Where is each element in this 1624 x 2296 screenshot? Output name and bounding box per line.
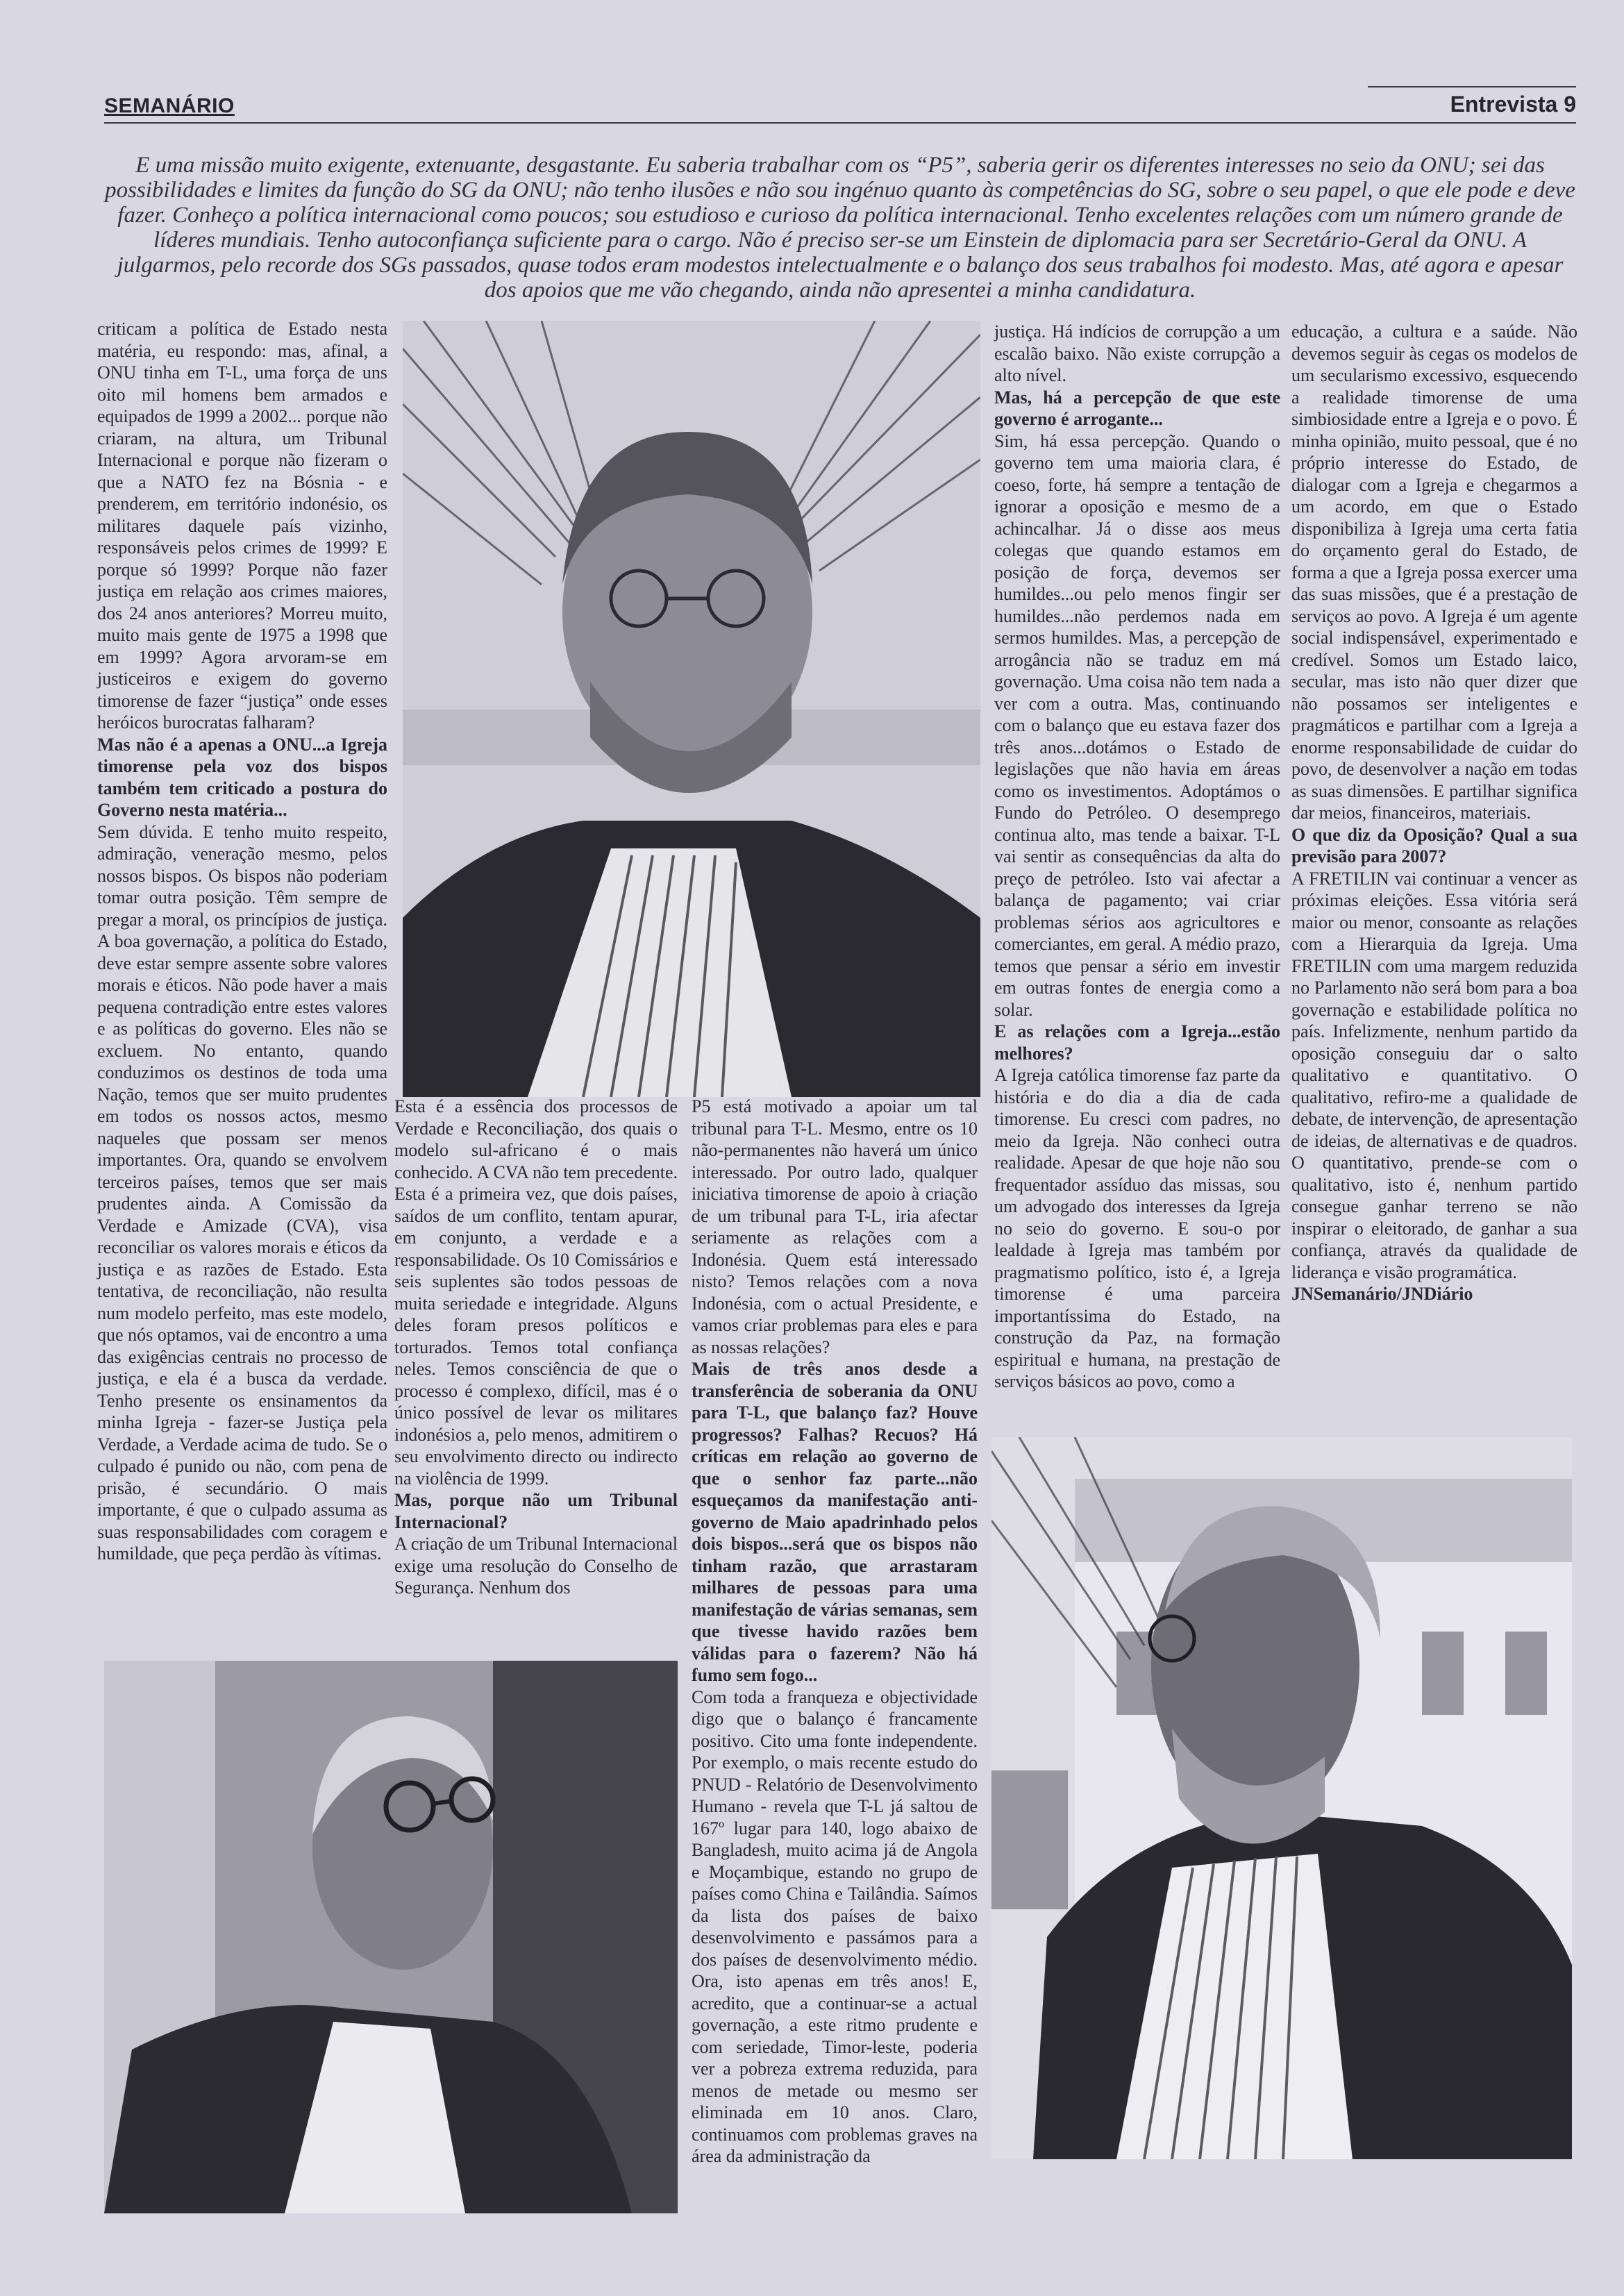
interview-question: Mais de três anos desde a transferência de soberania da ONU para T-L, que balanço faz? Houve progressos? Falhas? Recuos? Há críticas em relação ao governo de que o senhor faz parte...não esqueçamos da manifestação anti-governo de Maio apadrinhado pelos dois bispos...será que os bispos não tinham razão, que arrastaram milhares de pessoas para uma manifestação de várias semanas, sem que tivesse havido razões bem válidas para o fazerem? Não há fumo sem fogo... [692, 1359, 978, 1685]
paragraph: A FRETILIN vai continuar a vencer as próximas eleições. Essa vitória será maior ou menor, consoante as relações com a Hierarquia da Igreja. Uma FRETILIN com uma margem reduzida no Parlamento não será bom para a boa governação e estabilidade política no país. Infelizmente, nenhum partido da oposição conseguiu dar o salto qualitativo e quantitativo. O qualitativo, refiro-me a qualidade de debate, de intervenção, de apresentação de ideias, de alternativas e de quadros. O quantitativo, prende-se com o qualitativo, isto é, nenhum partido consegue ganhar terreno se não inspirar o eleitorado, de ganhar a sua confiança, através da qualidade de liderança e visão programática. [1291, 868, 1577, 1282]
interview-question: Mas, há a percepção de que este governo é arrogante... [994, 387, 1280, 429]
paragraph: Sem dúvida. E tenho muito respeito, admiração, veneração mesmo, pelos nossos bispos. Os bispos não poderiam tomar outra posição. Têm sempre de pregar a moral, os princípios de justiça. A boa governação, a política do Estado, deve estar sempre assente sobre valores morais e éticos. Não pode haver a mais pequena contradição entre estes valores e as políticas do governo. Eles não se excluem. No entanto, quando conduzimos os destinos de toda uma Nação, temos que ser muito prudentes em todos os nossos actos, mesmo naqueles que possam ser menos importantes. Ora, quando se envolvem terceiros países, temos que ser mais prudentes ainda. A Comissão da Verdade e Amizade (CVA), visa reconciliar os valores morais e éticos da justiça e as razões de Estado. Esta tentativa, de reconciliação, não resulta num modelo perfeito, mas este modelo, que nós optamos, vai de encontro a uma das exigências centrais no processo de justiça, e ela é a busca da verdade. Tenho presente os ensinamentos da minha Igreja - fazer-se Justiça pela Verdade, a Verdade acima de tudo. Se o culpado é punido ou não, com pena de prisão, é secundário. O mais importante, é que o culpado assuma as suas responsabilidades com coragem e humildade, que peça perdão às vítimas. [97, 821, 387, 1564]
paragraph: Sim, há essa percepção. Quando o governo tem uma maioria clara, é coeso, forte, há sempre a tentação de ignorar a oposição e mesmo de a achincalhar. Já o disse aos meus colegas que quando estamos em posição de força, devemos ser humildes...ou pelo menos fingir ser humildes...não perdemos nada em sermos humildes. Mas, a percepção de arrogância não se traduz em má governação. Uma coisa não tem nada a ver com a outra. Mas, continuando com o balanço que eu estava fazer dos três anos...dotámos o Estado de legislações que não havia em áreas como os investimentos. Adoptámos o Fundo do Petróleo. O desemprego continua alto, mas tende a baixar. T-L vai sentir as consequências da alta do preço de petróleo. Isto vai afectar a balança de pagamento; vai criar problemas sérios aos agricultores e comerciantes, em geral. A médio prazo, temos que pensar a sério em investir em outras fontes de energia como a solar. [994, 430, 1280, 1020]
paragraph: A criação de um Tribunal Internacional exige uma resolução do Conselho de Segurança. Nenhum dos [394, 1534, 678, 1598]
paragraph: Com toda a franqueza e objectividade digo que o balanço é francamente positivo. Cito uma fonte independente. Por exemplo, o mais recente estudo do PNUD - Relatório de Desenvolvimento Humano - revela que T-L já saltou de 167º lugar para 140, logo abaixo de Bangladesh, muito acima já de Angola e Moçambique, estando no grupo de países como China e Tailândia. Saímos da lista dos países de baixo desenvolvimento e passámos para a dos países de desenvolvimento médio. Ora, isto apenas em três anos! E, acredito, que a continuar-se a actual governação, a este ritmo prudente e com seriedade, Timor-leste, poderia ver a pobreza extrema reduzida, para menos de metade ou mesmo ser eliminada em 10 anos. Claro, continuamos com problemas graves na área da administração da [692, 1686, 978, 2166]
article-column-5 [1291, 321, 1577, 1305]
paragraph: P5 está motivado a apoiar um tal tribunal para T-L. Mesmo, entre os 10 não-permanentes não haverá um único interessado. Por outro lado, qualquer iniciativa timorense de apoio à criação de um tribunal para T-L, iria afectar seriamente as relações com a Indonésia. Quem está interessado nisto? Temos relações com a nova Indonésia, com o actual Presidente, e vamos criar problemas para eles e para as nossas relações? [692, 1096, 978, 1357]
photo-bottom-left [104, 1661, 678, 2213]
bottom-left-photo-image [104, 1661, 678, 2213]
header-rule [1368, 86, 1576, 87]
photo-portrait-top [403, 321, 980, 1097]
interview-question: Mas não é a apenas a ONU...a Igreja timorense pela voz dos bispos também tem criticado a postura do Governo nesta matéria... [97, 734, 387, 820]
newspaper-name: SEMANÁRIO [104, 94, 235, 117]
paragraph: Esta é a essência dos processos de Verdade e Reconciliação, dos quais o modelo sul-africano é o mais conhecido. A CVA não tem precedente. Esta é a primeira vez, que dois países, saídos de um conflito, tentam apurar, em conjunto, a verdade e a responsabilidade. Os 10 Comissários e seis suplentes são todos pessoas de muita seriedade e integridade. Alguns deles foram presos políticos e torturados. Temos total confiança neles. Temos consciência de que o processo é complexo, difícil, mas é o único possível de levar os militares indonésios a, pelo menos, admitirem o seu envolvimento directo ou indirecto na violência de 1999. [394, 1096, 678, 1489]
article-column-4 [994, 321, 1280, 1393]
interview-question: E as relações com a Igreja...estão melhores? [994, 1021, 1280, 1064]
paragraph: educação, a cultura e a saúde. Não devemos seguir às cegas os modelos de um secularismo excessivo, esquecendo a realidade timorense de uma simbiosidade entre a Igreja e o povo. É minha opinião, muito pessoal, que é no próprio interesse do Estado, de dialogar com a Igreja e chegarmos a um acordo, em que o Estado disponibiliza à Igreja uma certa fatia do orçamento geral do Estado, de forma a que a Igreja possa exercer uma das suas missões, que é a prestação de serviços ao povo. A Igreja é um agente social indispensável, experimentado e credível. Somos um Estado laico, secular, mas isto não quer dizer que não possamos ser inteligentes e pragmáticos e partilhar com a Igreja a enorme responsabilidade de cuidar do povo, de desenvolver a nação em todas as suas dimensões. E partilhar significa dar meios, financeiros, materiais. [1291, 321, 1577, 823]
article-column-3 [692, 1096, 978, 2168]
paragraph: justiça. Há indícios de corrupção a um escalão baixo. Não existe corrupção a alto nível. [994, 321, 1280, 385]
portrait-photo-image [403, 321, 980, 1097]
interview-question: O que diz da Oposição? Qual a sua previsão para 2007? [1291, 824, 1577, 866]
paragraph: A Igreja católica timorense faz parte da história e do dia a dia de cada timorense. Eu cresci com padres, no meio da Igreja. Não conheci outra realidade. Apesar de que hoje não sou frequentador assíduo das missas, sou um advogado dos interesses da Igreja no seio do governo. E sou-o por lealdade à Igreja mas também por pragmatismo político, isto é, a Igreja timorense é uma parceira importantíssima do Estado, na construção da Paz, na formação espiritual e humana, na prestação de serviços básicos ao povo, como a [994, 1065, 1280, 1391]
interview-question: Mas, porque não um Tribunal Internacional? [394, 1490, 678, 1532]
article-column-1 [97, 318, 387, 1565]
bottom-right-photo-image [991, 1437, 1572, 2159]
paragraph: criticam a política de Estado nesta matéria, eu respondo: mas, afinal, a ONU tinha em T-L, uma força de uns oito mil homens bem armados e equipados de 1999 a 2002... porque não criaram, na altura, um Tribunal Internacional e porque não fizeram o que a NATO fez na Bósnia - e prenderem, em território indonésio, os militares daquele país vizinho, responsáveis pelos crimes de 1999? E porque só 1999? Porque não fazer justiça em relação aos crimes maiores, dos 24 anos anteriores? Morreu muito, muito mais gente de 1975 a 1998 que em 1999? Agora arvoram-se em justiceiros e exigem do governo timorense de fazer “justiça” onde esses heróicos burocratas falharam? [97, 319, 387, 732]
byline-signature: JNSemanário/JNDiário [1291, 1284, 1473, 1304]
photo-bottom-right [991, 1437, 1572, 2159]
section-page-label: Entrevista 9 [1450, 92, 1576, 117]
pull-quote: E uma missão muito exigente, extenuante, desgastante. Eu saberia trabalhar com os “P5”, saberia gerir os diferentes interesses no seio da ONU; sei das possibilidades e limites da função do SG da ONU; não tenho ilusões e não sou ingénuo quanto às competências do SG, sobre o seu papel, o que ele pode e deve fazer. Conheço a política internacional como poucos; sou estudioso e curioso da política internacional. Tenho excelentes relações com um número grande de líderes mundiais. Tenho autoconfiança suficiente para o cargo. Não é preciso ser-se um Einstein de diplomacia para ser Secretário-Geral da ONU. A julgarmos, pelo recorde dos SGs passados, quase todos eram modestos intelectualmente e o balanço dos seus trabalhos foi modesto. Mas, até agora e apesar dos apoios que me vão chegando, ainda não apresentei a minha candidatura. [105, 153, 1575, 303]
page-header [104, 89, 1576, 124]
article-column-2 [394, 1096, 678, 1599]
